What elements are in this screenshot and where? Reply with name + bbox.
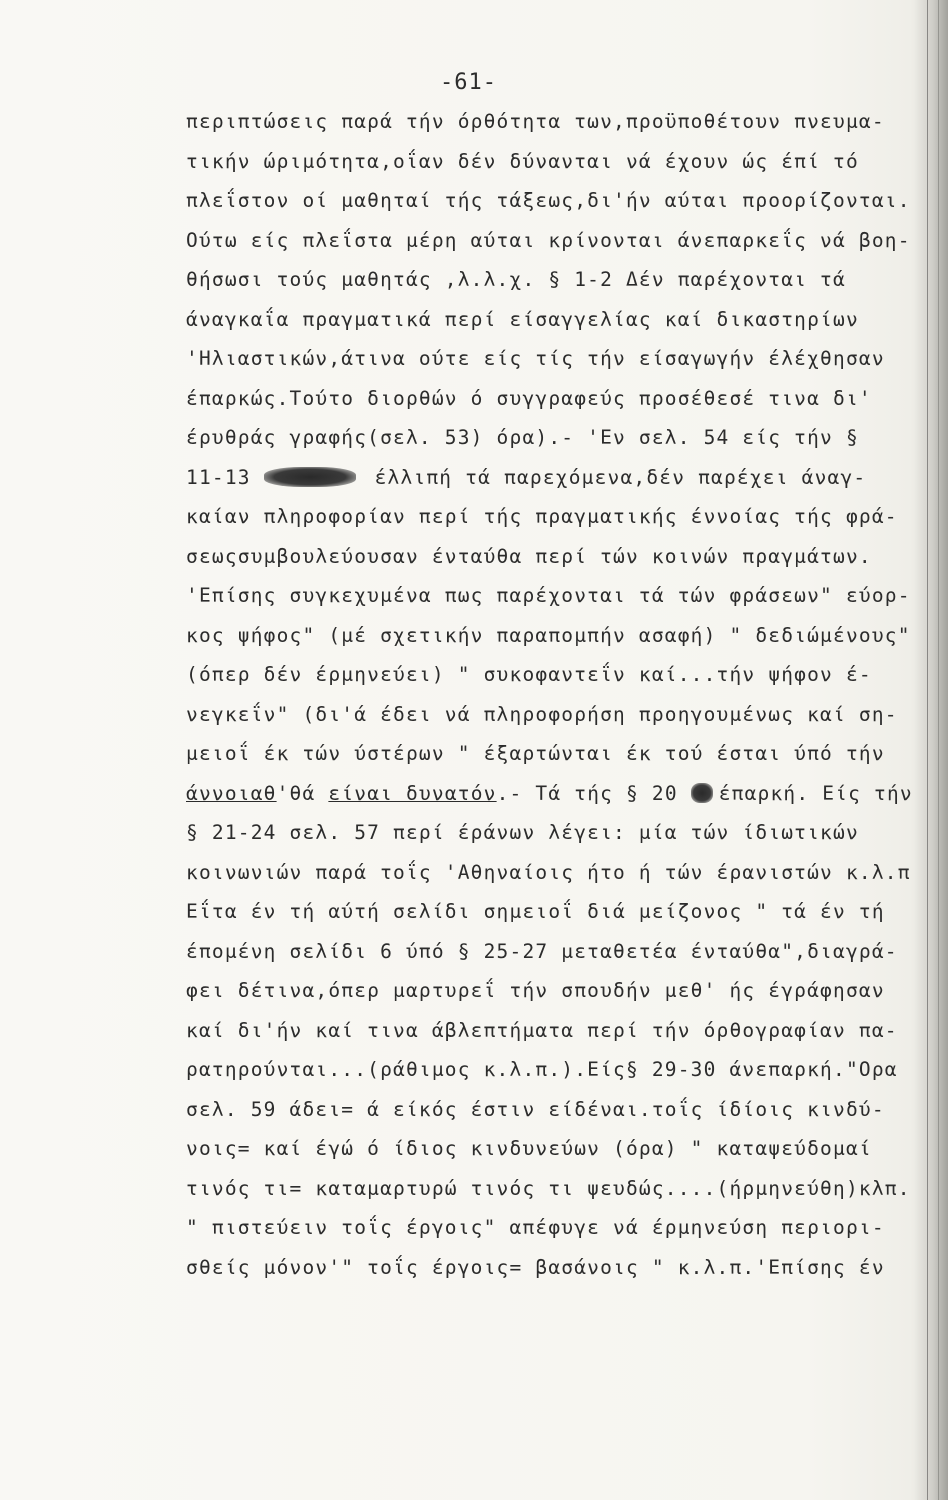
text-line: άναγκαΐα πραγματικά περί είσαγγελίας καί δικαστηρίων: [186, 307, 859, 331]
section-ref: 11-13: [186, 465, 251, 489]
underlined-word: άννοιαθ: [186, 781, 277, 805]
ink-smudge: [264, 467, 356, 487]
text-fragment: έλλιπή τά παρεχόμενα,δέν παρέχει άναγ-: [374, 465, 867, 489]
text-line: περιπτώσεις παρά τήν όρθότητα των,προϋποθέτουν πνευμα-: [186, 110, 885, 133]
text-line: καίαν πληροφορίαν περί τής πραγματικής έννοίας τής φρά-: [186, 505, 898, 528]
text-line: τικήν ώριμότητα,οΐαν δέν δύνανται νά έχουν ώς έπί τό: [186, 149, 859, 173]
text-line: τινός τι= καταμαρτυρώ τινός τι ψευδώς....(ήρμηνεύθη)κλπ.: [186, 1176, 911, 1200]
text-line: [186, 458, 916, 498]
text-line: § 21-24 σελ. 57 περί έράνων λέγει: μία τών ίδιωτικών: [186, 821, 859, 844]
text-line: έπαρκώς.Τούτο διορθών ό συγγραφεύς προσέθεσέ τινα δι': [186, 386, 872, 410]
text-line: 'Ηλιαστικών,άτινα ούτε είς τίς τήν είσαγωγήν έλέχθησαν: [186, 347, 885, 370]
text-line: σελ. 59 άδει= ά είκός έστιν είδέναι.τοΐς ίδίοις κινδύ-: [186, 1097, 885, 1121]
text-line: νοις= καί έγώ ό ίδιος κινδυνεύων (όρα) " καταψεύδομαί: [186, 1137, 872, 1160]
text-line: κος ψήφος" (μέ σχετικήν παραπομπήν ασαφή) " δεδιώμένους": [186, 623, 911, 647]
page-edge-line: [938, 0, 939, 1500]
text-line: νεγκεΐν" (δι'ά έδει νά πληροφορήση προηγουμένως καί ση-: [186, 702, 898, 726]
text-line: Εΐτα έν τή αύτή σελίδι σημειοΐ διά μείζονος " τά έν τή: [186, 900, 885, 923]
text-line: ρατηρούνται...(ράθιμος κ.λ.π.).Είς§ 29-30 άνεπαρκή."Ορα: [186, 1058, 898, 1081]
text-fragment: .- Τά τής § 20: [496, 781, 691, 805]
text-line: " πιστεύειν τοΐς έργοις" απέφυγε νά έρμηνεύση περιορι-: [186, 1216, 885, 1239]
text-line: έπομένη σελίδι 6 ύπό § 25-27 μεταθετέα ένταύθα",διαγρά-: [186, 939, 898, 963]
text-line: μειοΐ έκ τών ύστέρων " έξαρτώνται έκ τού έσται ύπό τήν: [186, 742, 885, 765]
text-fragment: έπαρκή. Είς τήν: [718, 781, 913, 805]
text-line: [186, 774, 916, 814]
typewritten-text-block: [186, 102, 916, 1287]
text-line: σθείς μόνον'" τοΐς έργοις= βασάνοις " κ.λ.π.'Επίσης έν: [186, 1255, 885, 1279]
text-line: σεωςσυμβουλεύουσαν ένταύθα περί τών κοινών πραγμάτων.: [186, 544, 872, 568]
text-line: καί δι'ήν καί τινα άβλεπτήματα περί τήν όρθογραφίαν πα-: [186, 1018, 898, 1042]
page-number: -61-: [440, 70, 497, 95]
text-fragment: 'θά: [276, 781, 316, 805]
text-line: (όπερ δέν έρμηνεύει) " συκοφαντεΐν καί...τήν ψήφον έ-: [186, 663, 872, 686]
underlined-phrase: είναι δυνατόν: [328, 781, 497, 805]
text-line: φει δέτινα,όπερ μαρτυρεΐ τήν σπουδήν μεθ' ής έγράφησαν: [186, 979, 885, 1002]
text-line: έρυθράς γραφής(σελ. 53) όρα).- 'Εν σελ. 54 είς τήν §: [186, 426, 859, 449]
ink-smudge: [691, 783, 713, 803]
page-edge-shadow: [914, 0, 948, 1500]
text-line: 'Επίσης συγκεχυμένα πως παρέχονται τά τών φράσεων" εύορ-: [186, 584, 911, 607]
text-line: Ούτω είς πλεΐστα μέρη αύται κρίνονται άνεπαρκεΐς νά βοη-: [186, 228, 911, 252]
text-line: πλεΐστον οί μαθηταί τής τάξεως,δι'ήν αύται προορίζονται.: [186, 189, 911, 212]
text-line: θήσωσι τούς μαθητάς ,λ.λ.χ. § 1-2 Δέν παρέχονται τά: [186, 268, 846, 291]
page-edge-line: [927, 0, 928, 1500]
text-line: κοινωνιών παρά τοΐς 'Αθηναίοις ήτο ή τών έρανιστών κ.λ.π: [186, 860, 911, 884]
